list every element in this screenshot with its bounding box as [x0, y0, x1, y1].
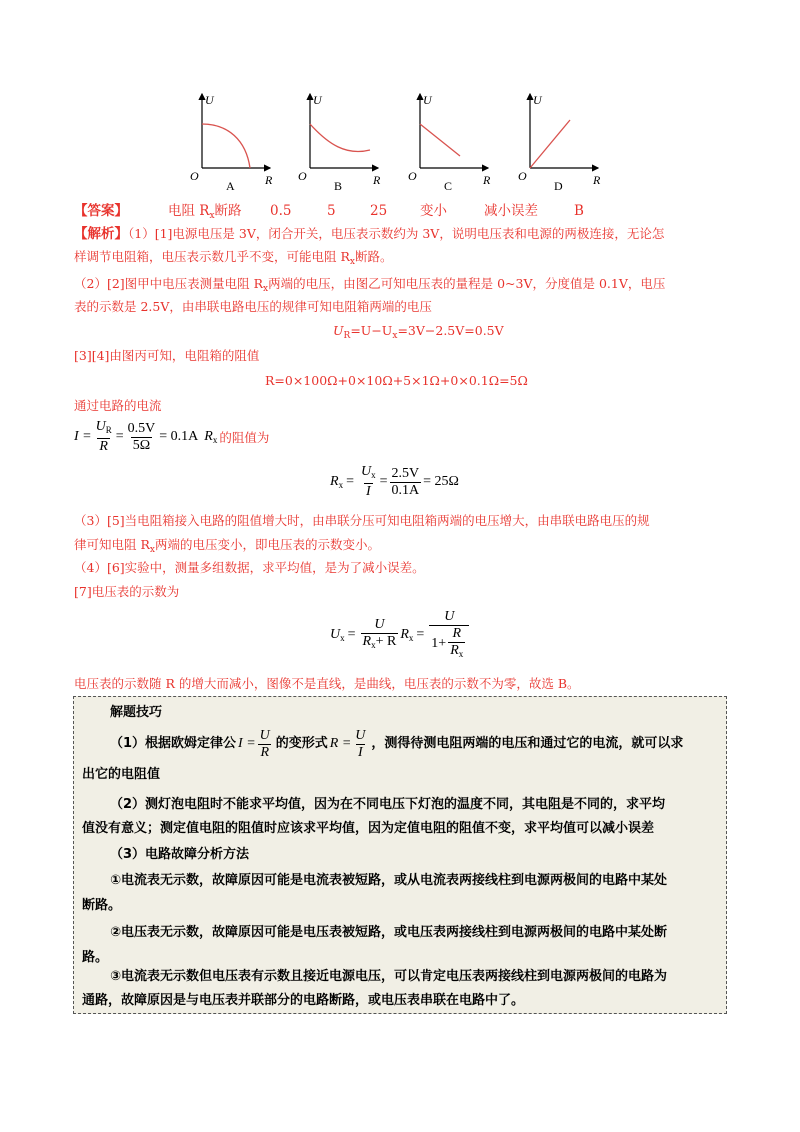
eq3-tail: 的阻值为: [219, 430, 270, 445]
p5-l2-a: 律可知电阻 R: [74, 537, 150, 552]
eq1-c: =3V−2.5V=0.5V: [397, 323, 504, 338]
eq5-eq1: =: [347, 627, 356, 642]
answer-1-tail: 断路: [214, 203, 242, 219]
p1-l2-a: 样调节电阻箱，电压表示数几乎不变，可能电阻 R: [74, 249, 350, 264]
eq3-num: U: [95, 419, 106, 434]
tip-1-f2-den: I: [358, 744, 363, 760]
eq5-frac-1: [361, 617, 399, 653]
equation-1: [333, 320, 504, 347]
graph-c-origin: O: [408, 169, 417, 183]
p1-l2-sub: x: [349, 257, 355, 267]
graph-a-letter: A: [226, 179, 235, 193]
graph-c-letter: C: [444, 179, 453, 193]
eq4-lhs-sub: x: [338, 480, 344, 490]
eq3-frac-2: [126, 421, 158, 454]
eq4-eq1: =: [346, 474, 354, 489]
eq5-num: U: [374, 617, 385, 632]
answer-1-text: 电阻 R: [168, 203, 210, 219]
answer-3: 5: [327, 203, 336, 219]
tip-1-formula-1: [238, 728, 274, 761]
tip-1-line1: [110, 729, 683, 759]
answer-4: 25: [370, 203, 388, 219]
tip-3: （3）电路故障分析方法: [110, 847, 250, 862]
graph-b-letter: B: [334, 179, 343, 193]
p1-l2-b: 断路。: [354, 249, 393, 264]
answer-1-sub: x: [209, 211, 215, 221]
eq5-den-b: + R: [375, 634, 397, 649]
tip-1-c: ，测得待测电阻两端的电压和通过它的电流，就可以求: [371, 736, 684, 751]
eq5-inner-den: R: [450, 642, 459, 658]
tip-1-f1-den: R: [260, 744, 269, 760]
graph-options-figure: [180, 88, 620, 198]
tip-1-b: 的变形式: [275, 736, 328, 751]
tip-2-line1: （2）测灯泡电阻时不能求平均值，因为在不同电压下灯泡的温度不同，其电阻是不同的，求平均: [110, 797, 666, 812]
eq5-inner-num: R: [452, 625, 462, 641]
eq4-frac-2: [390, 466, 422, 499]
eq5-lhs-wrap: [330, 627, 345, 643]
graph-a: [190, 93, 273, 193]
line-d: [530, 120, 570, 168]
eq5-mid-sub: x: [408, 633, 414, 643]
graph-b-axis-x: R: [373, 173, 381, 187]
eq3-num2: 0.5V: [127, 420, 156, 436]
tip-6-line2: 通路，故障原因是与电压表并联部分的电路断路，或电压表串联在电路中了。: [82, 993, 525, 1008]
p2-l1-sub: x: [263, 284, 269, 294]
answer-line: [74, 201, 128, 222]
answer-2: 0.5: [270, 203, 292, 219]
graph-b-axis-y: U: [313, 93, 322, 107]
eq4-num2: 2.5V: [391, 465, 420, 481]
analysis-p6: （4）[6]实验中，测量多组数据，求平均值，是为了减小误差。: [74, 560, 425, 575]
graph-d-axis-y: U: [533, 93, 542, 107]
eq1-a: U: [333, 323, 344, 338]
equation-2: R=0×100Ω+0×10Ω+5×1Ω+0×0.1Ω=5Ω: [265, 373, 528, 388]
tip-6-line1: ③电流表无示数但电压表有示数且接近电源电压，可以肯定电压表两接线柱到电源两极间的电路为: [110, 969, 668, 984]
tip-1-line2: 出它的电阻值: [82, 767, 161, 782]
eq4-den: I: [365, 484, 371, 499]
tips-title: 解题技巧: [110, 705, 163, 720]
eq1-sub2: x: [392, 331, 398, 341]
analysis-p1-line2: [74, 246, 392, 273]
analysis-p7: [7]电压表的示数为: [74, 584, 180, 599]
eq4-frac-1: [359, 464, 378, 500]
eq3-den: R: [99, 439, 108, 454]
eq5-inner-den-sub: x: [458, 648, 464, 659]
tips-box: [73, 696, 727, 1014]
graph-b-origin: O: [298, 169, 307, 183]
eq5-inner-frac: [448, 626, 465, 662]
eq4-eq2: =: [379, 474, 388, 489]
line-c: [420, 124, 460, 156]
eq3-rx-sub: x: [212, 435, 218, 445]
eq5-den-a: R: [362, 634, 372, 649]
graph-d-letter: D: [554, 179, 563, 193]
graph-a-axis-x: R: [265, 173, 273, 187]
eq4-res: = 25Ω: [423, 474, 459, 489]
p5-l2-b: 两端的电压变小，即电压表的示数变小。: [154, 537, 380, 552]
tip-5-line2: 路。: [82, 950, 109, 965]
answer-5: 变小: [420, 203, 447, 219]
eq5-lhs-sub: x: [340, 633, 345, 643]
eq3-eq: =: [115, 429, 124, 444]
analysis-p4: 通过电路的电流: [74, 398, 162, 413]
eq3-num-sub: R: [105, 425, 112, 435]
analysis-p8: 电压表的示数随 R 的增大而减小，图像不是直线，是曲线，电压表的示数不为零，故选 B。: [74, 676, 580, 691]
graph-d-origin: O: [518, 169, 527, 183]
tip-1-f1-num: U: [259, 727, 270, 743]
tip-2-line2: 值没有意义；测定值电阻的阻值时应该求平均值，因为定值电阻的阻值不变，求平均值可以减小误差: [82, 821, 655, 836]
graph-a-origin: O: [190, 169, 199, 183]
eq3-rx-r: R: [204, 429, 213, 444]
eq5-mid-r: R: [400, 627, 409, 642]
tip-1-f1-lhs: I =: [238, 736, 256, 751]
analysis-p1-line1: [74, 223, 664, 245]
equation-5: [330, 604, 471, 666]
curve-a: [202, 124, 250, 168]
tip-1-f2-lhs: R =: [329, 736, 352, 751]
eq4-num: U: [360, 464, 372, 479]
graph-d-axis-x: R: [593, 173, 601, 187]
graph-d: [518, 93, 601, 193]
eq1-b: =U−U: [350, 323, 393, 338]
eq4-num-sub: x: [371, 470, 376, 480]
eq4-lhs: R: [330, 474, 339, 489]
graph-c-axis-x: R: [483, 173, 491, 187]
graph-b: [298, 93, 381, 193]
analysis-p2-line2: 表的示数是 2.5V，由串联电路电压的规律可知电阻箱两端的电压: [74, 299, 432, 314]
tip-4-line2: 断路。: [82, 898, 122, 913]
tip-1-a: （1）根据欧姆定律公: [110, 736, 237, 751]
equation-4: [330, 462, 459, 502]
eq5-eq2: =: [416, 627, 425, 642]
analysis-p5-line1: （3）[5]当电阻箱接入电路的阻值增大时，由串联分压可知电阻箱两端的电压增大，由串联电路电压的规: [74, 513, 650, 528]
eq3-res: = 0.1A: [159, 429, 199, 444]
eq3-den2: 5Ω: [132, 437, 151, 453]
eq5-den-sub: x: [371, 640, 376, 650]
eq3-frac-1: [94, 419, 114, 455]
equation-3: [74, 417, 269, 457]
analysis-p3: [3][4]由图丙可知，电阻箱的阻值: [74, 348, 260, 363]
eq5-lhs: U: [330, 627, 341, 642]
p5-l2-sub: x: [149, 545, 155, 555]
tip-4-line1: ①电流表无示数，故障原因可能是电流表被短路，或从电流表两接线柱到电源两极间的电路中某处: [110, 873, 668, 888]
p2-l1-b: 两端的电压，由图乙可知电压表的量程是 0~3V，分度值是 0.1V，电压: [268, 276, 666, 291]
eq5-mid: [400, 627, 413, 643]
eq5-den2-a: 1+: [431, 635, 447, 651]
tip-1-formula-2: [330, 728, 370, 761]
analysis-label: 【解析】: [74, 226, 128, 242]
answer-7: B: [574, 203, 584, 219]
eq3-rx: [204, 429, 217, 445]
tip-1-f2-num: U: [355, 727, 366, 743]
answer-label: 【答案】: [74, 203, 128, 219]
graph-c-axis-y: U: [423, 93, 432, 107]
curve-b: [310, 124, 370, 152]
answer-6: 减小误差: [484, 203, 538, 219]
tip-5-line1: ②电压表无示数，故障原因可能是电压表被短路，或电压表两接线柱到电源两极间的电路中某处断: [110, 925, 668, 940]
eq5-frac-2: [429, 609, 469, 662]
eq1-sub: R: [343, 331, 351, 341]
eq5-num2: U: [444, 608, 455, 624]
p2-l1-a: （2）[2]图甲中电压表测量电阻 R: [74, 276, 264, 291]
graph-c: [408, 93, 491, 193]
eq4-lhs-wrap: [330, 474, 343, 490]
graph-a-axis-y: U: [205, 93, 214, 107]
eq4-den2: 0.1A: [391, 482, 420, 498]
analysis-p1-l1: （1）[1]电源电压是 3V，闭合开关，电压表示数约为 3V，说明电压表和电源的两极连接，无论怎: [128, 226, 665, 241]
eq3-lhs: I =: [74, 429, 92, 444]
